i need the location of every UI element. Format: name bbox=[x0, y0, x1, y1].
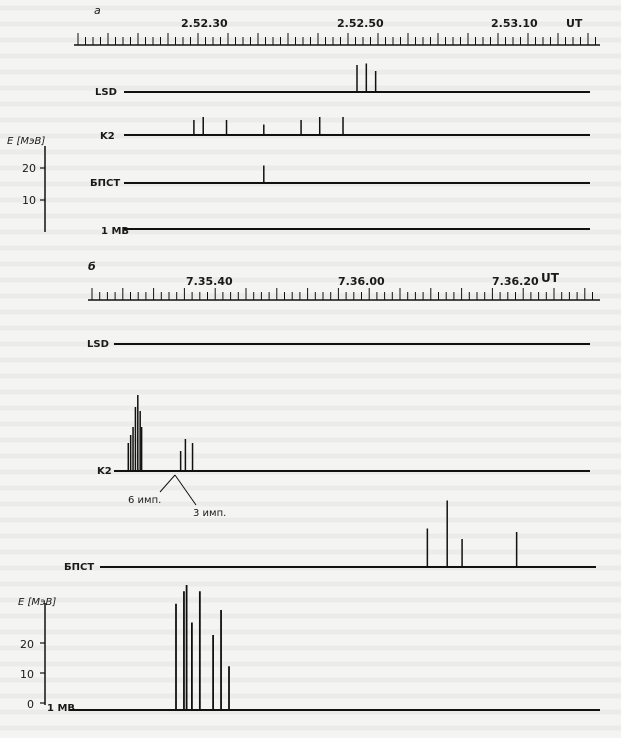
panel-b-track-label-k2: K2 bbox=[97, 466, 112, 477]
panel-a-unit-label: UT bbox=[566, 17, 583, 30]
background-texture bbox=[0, 8, 621, 728]
panel-a-energy-axis-label: E [МэВ] bbox=[7, 136, 46, 147]
panel-b-track-label-bpst: БПСТ bbox=[64, 562, 95, 573]
panel-b-energy-tick-0: 0 bbox=[27, 698, 34, 711]
panel-a-tick-label-2: 2.53.10 bbox=[491, 17, 538, 30]
panel-b-energy-axis-label: E [МэВ] bbox=[18, 597, 57, 608]
panel-b-energy-tick-20: 20 bbox=[20, 638, 34, 651]
panel-a-energy-tick-10: 10 bbox=[22, 194, 36, 207]
panel-b-annotations bbox=[128, 475, 226, 519]
panel-b-tick-label-2: 7.36.20 bbox=[492, 275, 539, 288]
panel-a-tick-label-1: 2.52.50 bbox=[337, 17, 384, 30]
panel-a-track-label-imb: 1 МВ bbox=[101, 226, 130, 237]
panel-b-unit-label: UT bbox=[541, 271, 559, 285]
panel-a-label: a bbox=[94, 4, 101, 17]
panel-b-label: б bbox=[88, 260, 96, 273]
panel-a-track-label-k2: K2 bbox=[100, 131, 115, 142]
panel-a-energy-tick-20: 20 bbox=[22, 162, 36, 175]
panel-b-tick-label-1: 7.36.00 bbox=[338, 275, 385, 288]
annotation-6-imp: 6 имп. bbox=[128, 495, 162, 506]
panel-a-tick-label-0: 2.52.30 bbox=[181, 17, 228, 30]
panel-b-track-label-lsd: LSD bbox=[87, 339, 109, 350]
panel-b-energy-tick-10: 10 bbox=[20, 668, 34, 681]
panel-b-tick-label-0: 7.35.40 bbox=[186, 275, 233, 288]
annotation-3-imp: 3 имп. bbox=[193, 508, 227, 519]
panel-a-track-label-lsd: LSD bbox=[95, 87, 117, 98]
panel-a-track-label-bpst: БПСТ bbox=[90, 178, 121, 189]
panel-b-track-label-imb: 1 МВ bbox=[47, 703, 76, 714]
